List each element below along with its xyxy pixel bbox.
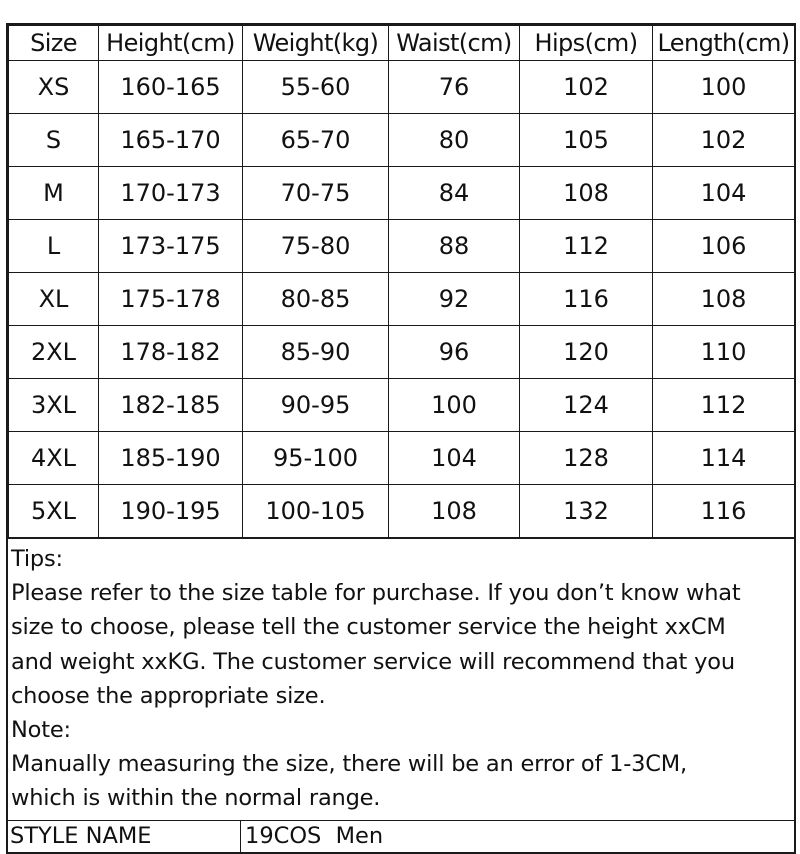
cell-hips: 116: [520, 273, 653, 326]
style-name-label: STYLE NAME: [8, 821, 241, 852]
header-length: Length(cm): [653, 26, 795, 61]
note-line: Manually measuring the size, there will be an error of 1-3CM,: [11, 751, 687, 778]
cell-length: 110: [653, 326, 795, 379]
cell-size: 4XL: [9, 432, 99, 485]
cell-height: 173-175: [99, 220, 243, 273]
cell-size: M: [9, 167, 99, 220]
header-size: Size: [9, 26, 99, 61]
cell-waist: 76: [389, 61, 520, 114]
size-chart-sheet: [6, 23, 796, 854]
table-row: [9, 114, 795, 167]
table-row: [9, 273, 795, 326]
cell-size: 5XL: [9, 485, 99, 538]
note-line: which is within the normal range.: [11, 785, 381, 812]
cell-length: 102: [653, 114, 795, 167]
cell-size: 3XL: [9, 379, 99, 432]
cell-waist: 84: [389, 167, 520, 220]
cell-size: S: [9, 114, 99, 167]
tips-line: size to choose, please tell the customer service the height xxCM: [11, 614, 726, 641]
cell-height: 178-182: [99, 326, 243, 379]
tips-line: and weight xxKG. The customer service will recommend that you: [11, 648, 735, 675]
cell-size: 2XL: [9, 326, 99, 379]
cell-weight: 85-90: [243, 326, 389, 379]
cell-height: 175-178: [99, 273, 243, 326]
cell-weight: 80-85: [243, 273, 389, 326]
size-table: [8, 25, 795, 538]
cell-length: 100: [653, 61, 795, 114]
cell-size: L: [9, 220, 99, 273]
cell-waist: 100: [389, 379, 520, 432]
header-waist: Waist(cm): [389, 26, 520, 61]
note-heading: Note:: [11, 717, 71, 744]
cell-hips: 120: [520, 326, 653, 379]
cell-hips: 128: [520, 432, 653, 485]
cell-length: 106: [653, 220, 795, 273]
cell-waist: 88: [389, 220, 520, 273]
cell-weight: 75-80: [243, 220, 389, 273]
cell-hips: 124: [520, 379, 653, 432]
cell-length: 112: [653, 379, 795, 432]
cell-weight: 70-75: [243, 167, 389, 220]
cell-weight: 55-60: [243, 61, 389, 114]
cell-length: 116: [653, 485, 795, 538]
cell-waist: 80: [389, 114, 520, 167]
table-row: [9, 485, 795, 538]
cell-length: 104: [653, 167, 795, 220]
table-row: [9, 379, 795, 432]
cell-length: 114: [653, 432, 795, 485]
cell-hips: 112: [520, 220, 653, 273]
table-row: [9, 167, 795, 220]
cell-hips: 108: [520, 167, 653, 220]
header-hips: Hips(cm): [520, 26, 653, 61]
table-header-row: [9, 26, 795, 61]
cell-length: 108: [653, 273, 795, 326]
cell-hips: 105: [520, 114, 653, 167]
table-row: [9, 432, 795, 485]
cell-waist: 108: [389, 485, 520, 538]
tips-line: Please refer to the size table for purchase. If you don’t know what: [11, 580, 741, 607]
cell-weight: 95-100: [243, 432, 389, 485]
cell-size: XS: [9, 61, 99, 114]
tips-heading: Tips:: [11, 546, 63, 572]
cell-hips: 132: [520, 485, 653, 538]
header-height: Height(cm): [99, 26, 243, 61]
header-weight: Weight(kg): [243, 26, 389, 61]
cell-height: 190-195: [99, 485, 243, 538]
cell-height: 185-190: [99, 432, 243, 485]
cell-waist: 92: [389, 273, 520, 326]
cell-size: XL: [9, 273, 99, 326]
cell-waist: 96: [389, 326, 520, 379]
cell-waist: 104: [389, 432, 520, 485]
table-row: [9, 61, 795, 114]
cell-weight: 65-70: [243, 114, 389, 167]
cell-hips: 102: [520, 61, 653, 114]
cell-height: 160-165: [99, 61, 243, 114]
table-row: [9, 326, 795, 379]
table-row: [9, 220, 795, 273]
cell-height: 182-185: [99, 379, 243, 432]
tips-line: choose the appropriate size.: [11, 682, 326, 709]
style-name-value: 19COS Men: [245, 822, 384, 849]
cell-height: 170-173: [99, 167, 243, 220]
cell-weight: 100-105: [243, 485, 389, 538]
style-name-row: [8, 820, 794, 852]
cell-weight: 90-95: [243, 379, 389, 432]
notes-section: [8, 538, 794, 820]
cell-height: 165-170: [99, 114, 243, 167]
